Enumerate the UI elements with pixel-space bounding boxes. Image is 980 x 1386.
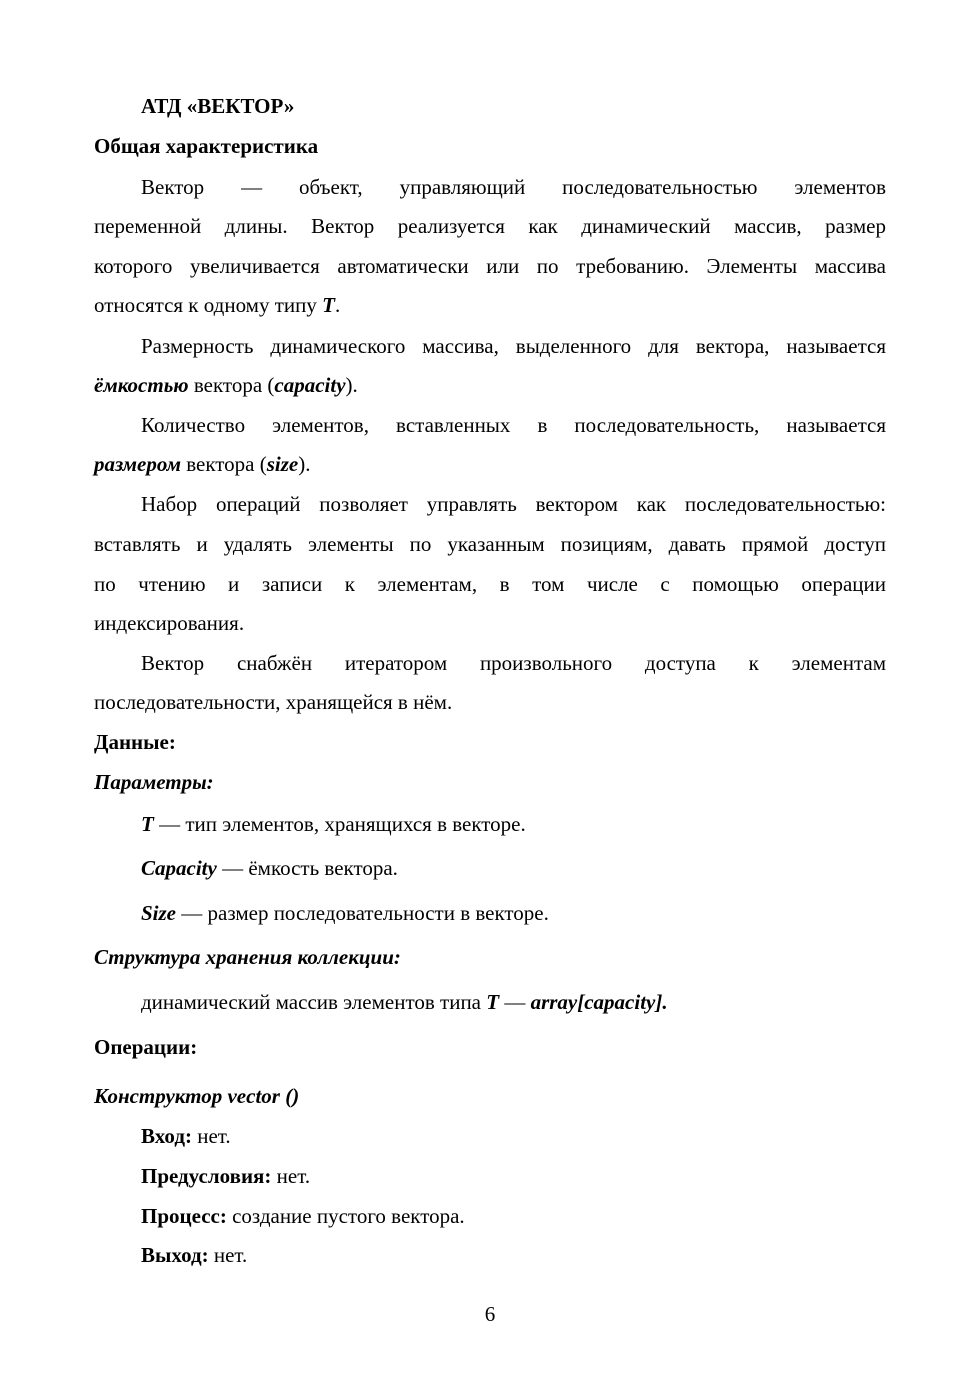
param-name: Size <box>141 901 177 925</box>
type-t: T <box>322 293 335 317</box>
paragraph-2-line-2 <box>94 373 358 398</box>
type-t: T <box>486 990 500 1014</box>
paragraph-4-line-2: вставлять и удалять элементы по указанным позициям, давать прямой доступ <box>94 532 886 556</box>
paragraph-1-line-1 <box>141 175 886 200</box>
field-value: нет. <box>271 1164 311 1188</box>
paragraph-4-line-3: по чтению и записи к элементам, в том числе с помощью операции <box>94 572 886 596</box>
paragraph-2-line-1: Размерность динамического массива, выделенного для вектора, называется <box>141 334 886 358</box>
term-capacity-ru: ёмкостью <box>94 373 189 397</box>
paragraph-1-line-3: которого увеличивается автоматически или по требованию. Элементы массива <box>94 254 886 278</box>
constructor-heading: Конструктор vector () <box>94 1084 300 1108</box>
field-label: Выход: <box>141 1243 209 1267</box>
text: относятся к одному типу <box>94 293 323 317</box>
page-number: 6 <box>484 1302 496 1326</box>
paragraph-4-line-1: Набор операций позволяет управлять вектором как последовательностью: <box>141 492 886 516</box>
field-value: нет. <box>208 1243 248 1267</box>
constructor-input <box>141 1124 231 1149</box>
param-t <box>141 812 526 837</box>
param-name: T <box>141 812 154 836</box>
term-capacity-en: capacity <box>274 373 346 397</box>
constructor-output <box>141 1243 247 1268</box>
param-desc: — тип элементов, хранящихся в векторе. <box>153 812 526 836</box>
paragraph-3-line-2 <box>94 452 310 477</box>
field-value: создание пустого вектора. <box>226 1204 465 1228</box>
term-size-en: size <box>266 452 299 476</box>
data-heading: Данные: <box>94 730 176 754</box>
param-name: Capacity <box>141 856 217 880</box>
constructor-process <box>141 1204 465 1229</box>
field-label: Вход: <box>141 1124 192 1148</box>
paragraph-3-line-1: Количество элементов, вставленных в последовательность, называется <box>141 413 886 437</box>
paragraph-1-line-4 <box>94 293 340 318</box>
param-size <box>141 901 549 926</box>
text: вектора ( <box>188 373 275 397</box>
text: — <box>499 990 531 1014</box>
text: вектора ( <box>180 452 267 476</box>
field-label: Процесс: <box>141 1204 227 1228</box>
term-size-ru: размером <box>94 452 181 476</box>
params-heading: Параметры: <box>94 770 214 794</box>
paragraph-5-line-1: Вектор снабжён итератором произвольного доступа к элементам <box>141 651 886 675</box>
text: . <box>334 293 341 317</box>
section-heading-general: Общая характеристика <box>94 134 319 158</box>
text: — объект, управляющий последовательностью элементов <box>204 175 886 199</box>
param-capacity <box>141 856 398 881</box>
paragraph-5-line-2: последовательности, хранящейся в нём. <box>94 690 453 714</box>
field-label: Предусловия: <box>141 1164 272 1188</box>
paragraph-1-line-2: переменной длины. Вектор реализуется как динамический массив, размер <box>94 214 886 238</box>
text: Вектор <box>141 175 205 199</box>
param-desc: — ёмкость вектора. <box>216 856 398 880</box>
text: ). <box>298 452 311 476</box>
document-title: АТД «ВЕКТОР» <box>141 94 295 118</box>
param-desc: — размер последовательности в векторе. <box>176 901 549 925</box>
storage-heading: Структура хранения коллекции: <box>94 945 401 969</box>
text: динамический массив элементов типа <box>141 990 487 1014</box>
operations-heading: Операции: <box>94 1035 198 1059</box>
field-value: нет. <box>191 1124 231 1148</box>
storage-description <box>141 990 668 1015</box>
paragraph-4-line-4: индексирования. <box>94 611 245 635</box>
text: ). <box>345 373 358 397</box>
array-expression: array[capacity]. <box>530 990 668 1014</box>
constructor-preconditions <box>141 1164 310 1189</box>
